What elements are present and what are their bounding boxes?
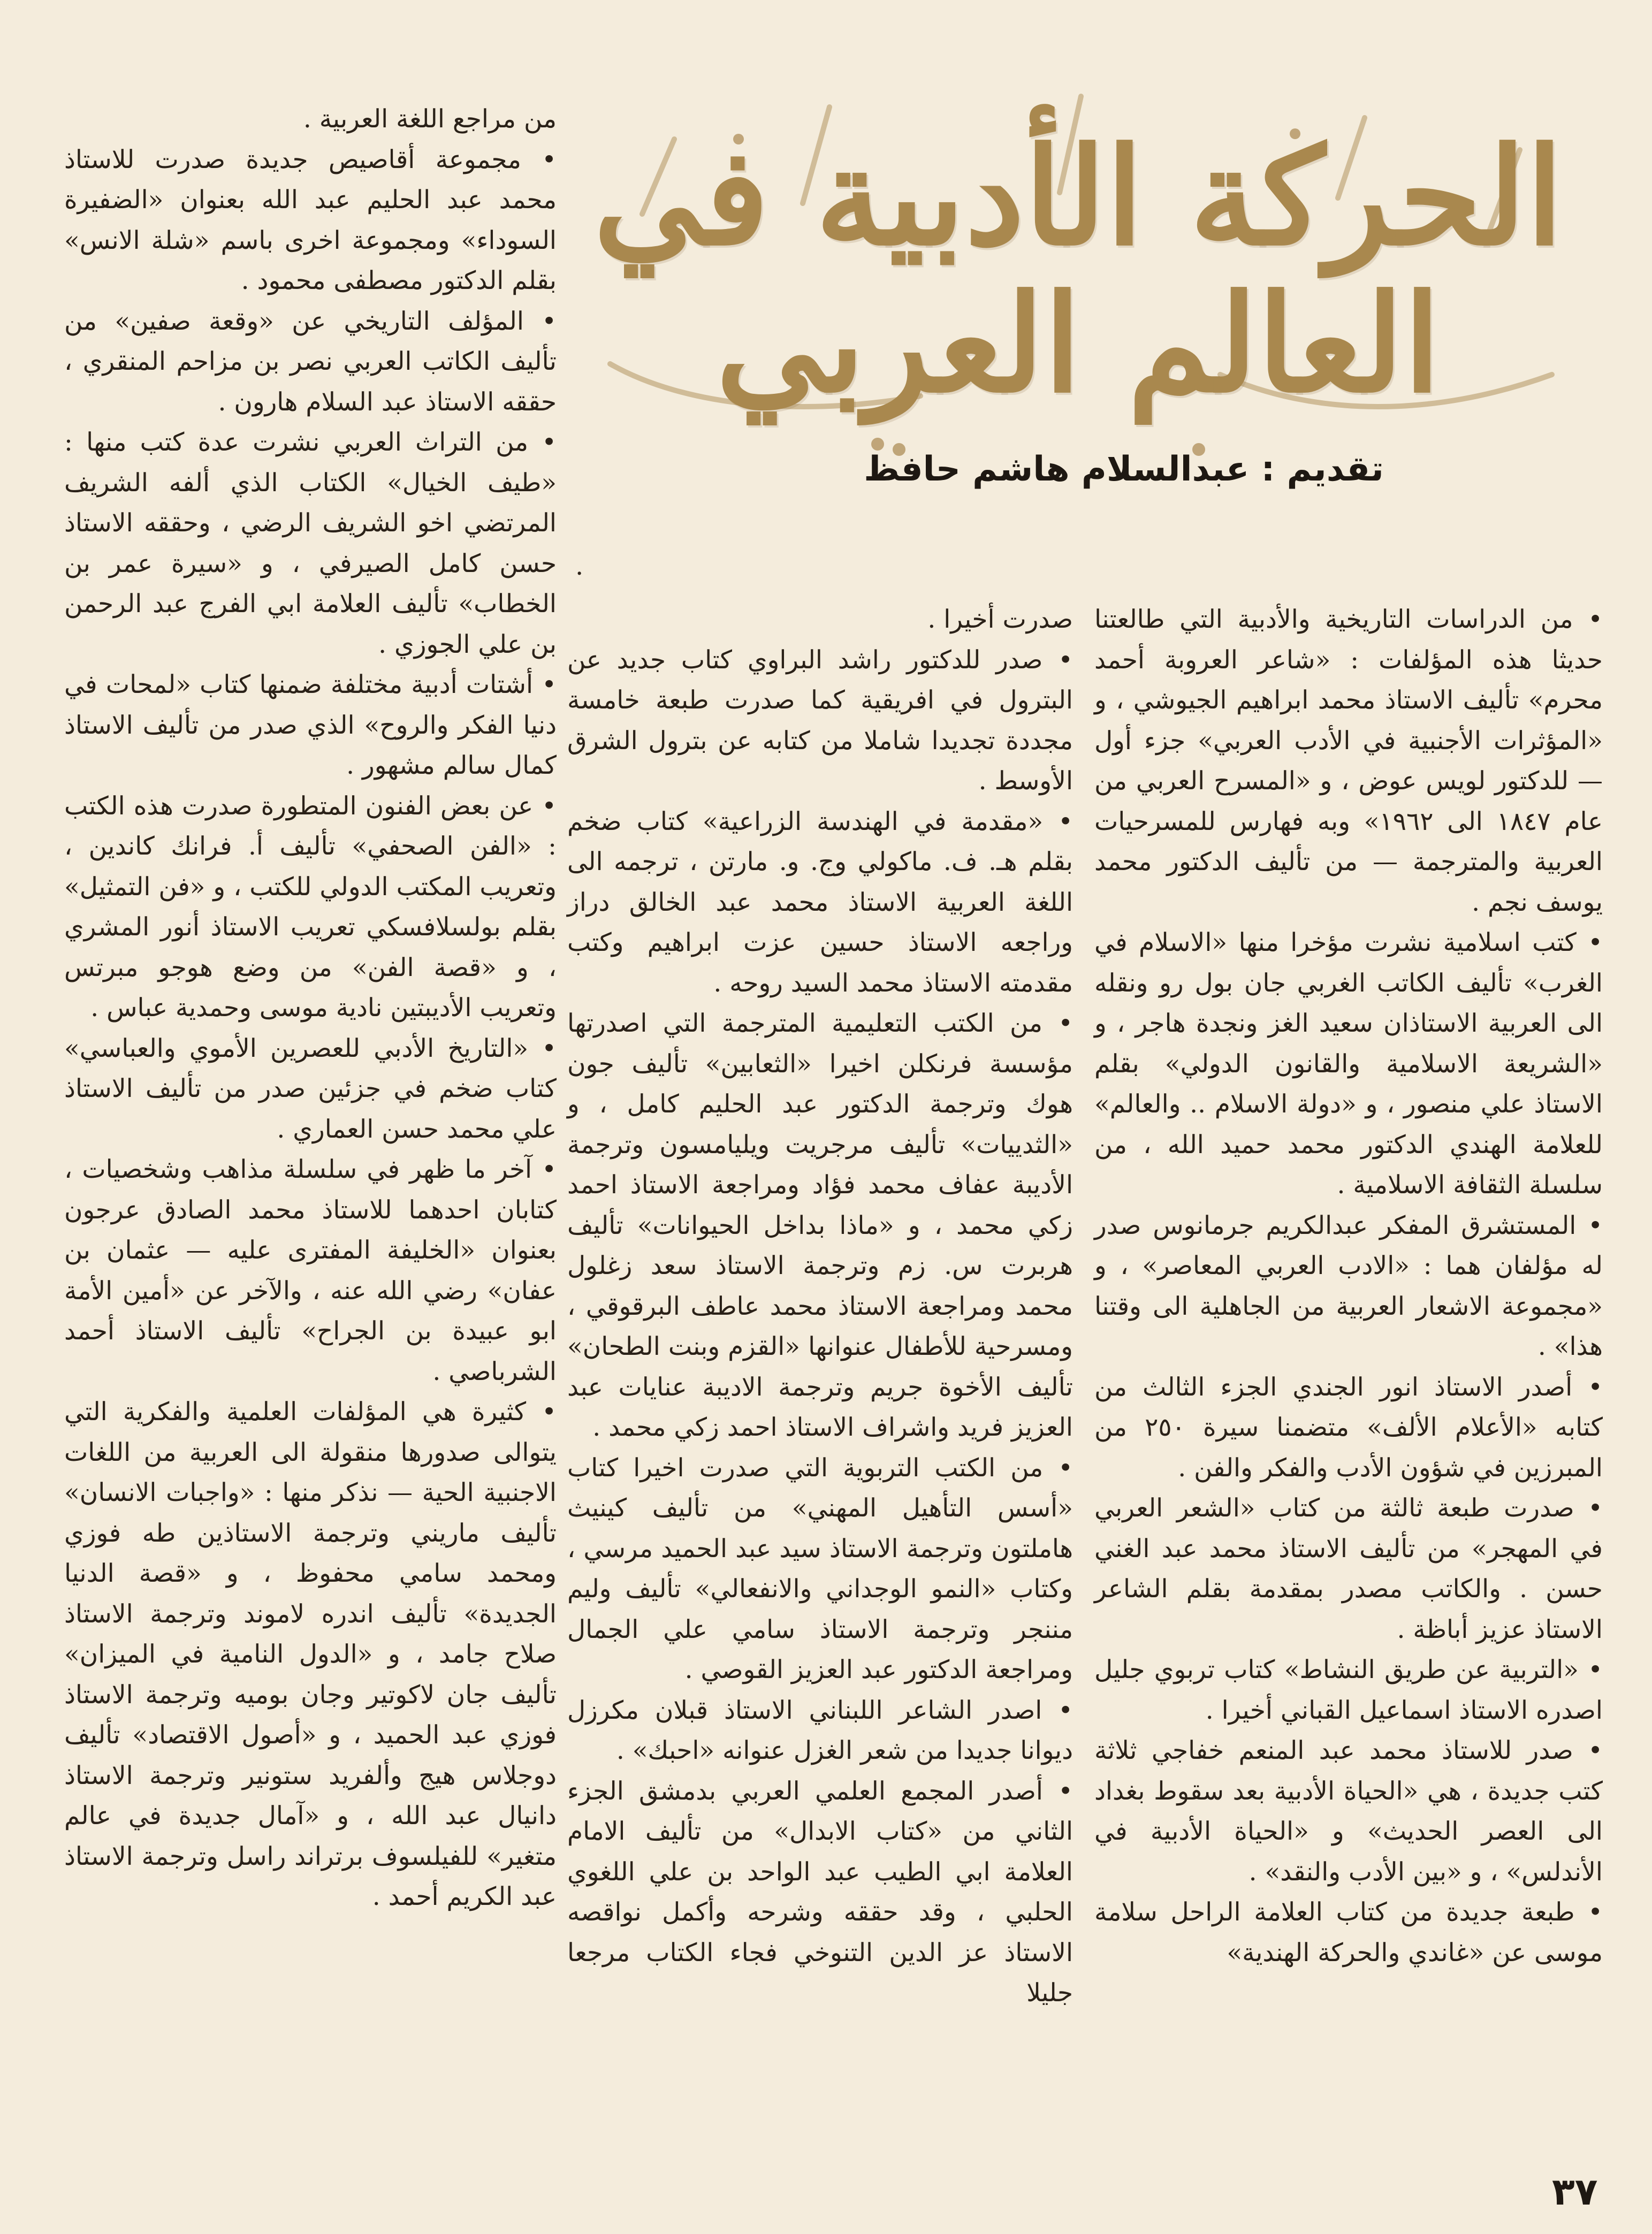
- paragraph: • مجموعة أقاصيص جديدة صدرت للاستاذ محمد عبد الحليم عبد الله بعنوان «الضفيرة السوداء» ومجموعة اخرى باسم «شلة الانس» بقلم الدكتور مصطفى محمود .: [64, 144, 557, 295]
- paragraph: • من الكتب التعليمية المترجمة التي اصدرتها مؤسسة فرنكلن اخيرا «الثعابين» تأليف جون هوك وترجمة الدكتور عبد الحليم كامل ، و «الثدييات» تأليف مرجريت ويليامسون وترجمة الأديبة عفاف محمد فؤاد ومراجعة الاستاذ احمد زكي محمد ، و «ماذا بداخل الحيوانات» تأليف هربرت س. زم وترجمة الاستاذ سعد زغلول محمد ومراجعة الاستاذ محمد عاطف البرقوقي ، ومسرحية للأطفال عنوانها «القزم وبنت الطحان» تأليف الأخوة جريم وترجمة الاديبة عنايات عبد العزيز فريد واشراف الاستاذ احمد زكي محمد .: [567, 1009, 1073, 1442]
- paragraph: • من الكتب التربوية التي صدرت اخيرا كتاب «أسس التأهيل المهني» من تأليف كينيث هاملتون وترجمة الاستاذ سيد عبد الحميد مرسي ، وكتاب «النمو الوجداني والانفعالي» تأليف وليم مننجر وترجمة الاستاذ سامي علي الجمال ومراجعة الدكتور عبد العزيز القوصي .: [567, 1453, 1073, 1684]
- paragraph: • أصدر المجمع العلمي العربي بدمشق الجزء الثاني من «كتاب الابدال» من تأليف الامام العلامة ابي الطيب عبد الواحد بن علي اللغوي الحلبي ، وقد حققه وشرحه وأكمل نواقصه الاستاذ عز الدين التنوخي فجاء الكتاب مرجعا جليلا: [567, 1776, 1073, 2008]
- stray-dot: .: [575, 551, 584, 581]
- paragraph: • عن بعض الفنون المتطورة صدرت هذه الكتب : «الفن الصحفي» تأليف أ. فرانك كاندين ، وتعريب المكتب الدولي للكتب ، و «فن التمثيل» بقلم بولسلافسكي تعريب الاستاذ أنور المشري ، و «قصة الفن» من وضع هوجو مبرتس وتعريب الأديبتين نادية موسى وحمدية عباس .: [64, 791, 557, 1023]
- paragraph: • أشتات أدبية مختلفة ضمنها كتاب «لمحات في دنيا الفكر والروح» الذي صدر من تأليف الاستاذ كمال سالم مشهور .: [64, 670, 557, 780]
- paragraph: • اصدر الشاعر اللبناني الاستاذ قبلان مكرزل ديوانا جديدا من شعر الغزل عنوانه «احبك» .: [567, 1695, 1073, 1765]
- paragraph: • صدرت طبعة ثالثة من كتاب «الشعر العربي في المهجر» من تأليف الاستاذ محمد عبد الغني حسن . والكاتب مصدر بمقدمة بقلم الشاعر الاستاذ عزيز أباظة .: [1094, 1493, 1603, 1644]
- paragraph: • طبعة جديدة من كتاب العلامة الراحل سلامة موسى عن «غاندي والحركة الهندية»: [1094, 1897, 1603, 1968]
- page-title: الحركة الأدبية في العالم العربي: [593, 118, 1564, 422]
- paragraph: • كثيرة هي المؤلفات العلمية والفكرية التي يتوالى صدورها منقولة الى العربية من اللغات الاجنبية الحية — نذكر منها : «واجبات الانسان» تأليف ماريني وترجمة الاستاذين طه فوزي ومحمد سامي محفوظ ، و «قصة الدنيا الجديدة» تأليف اندره لاموند وترجمة الاستاذ صلاح جامد ، و «الدول النامية في الميزان» تأليف جان لاكوتير وجان بوميه وترجمة الاستاذ فوزي عبد الحميد ، و «أصول الاقتصاد» تأليف دوجلاس هيج وألفريد ستونير وترجمة الاستاذ دانيال عبد الله ، و «آمال جديدة في عالم متغير» للفيلسوف برتراند راسل وترجمة الاستاذ عبد الكريم أحمد .: [64, 1397, 557, 1911]
- column-middle: [567, 599, 1073, 2014]
- column-left: [64, 99, 557, 1917]
- paragraph: • صدر للاستاذ محمد عبد المنعم خفاجي ثلاثة كتب جديدة ، هي «الحياة الأدبية بعد سقوط بغداد الى العصر الحديث» و «الحياة الأدبية في الأندلس» ، و «بين الأدب والنقد» .: [1094, 1736, 1603, 1887]
- paragraph: • آخر ما ظهر في سلسلة مذاهب وشخصيات ، كتابان احدهما للاستاذ محمد الصادق عرجون بعنوان «الخليفة المفترى عليه — عثمان بن عفان» رضي الله عنه ، والآخر عن «أمين الأمة ابو عبيدة بن الجراح» تأليف الاستاذ أحمد الشرباصي .: [64, 1155, 557, 1386]
- paragraph: • المستشرق المفكر عبدالكريم جرمانوس صدر له مؤلفان هما : «الادب العربي المعاصر» ، و «مجموعة الاشعار العربية من الجاهلية الى وقتنا هذا» .: [1094, 1210, 1603, 1361]
- page-number: ٣٧: [1552, 2170, 1598, 2214]
- paragraph: • صدر للدكتور راشد البراوي كتاب جديد عن البترول في افريقية كما صدرت طبعة خامسة مجددة تجديدا شاملا من كتابه عن بترول الشرق الأوسط .: [567, 645, 1073, 796]
- paragraph: • «التربية عن طريق النشاط» كتاب تربوي جليل اصدره الاستاذ اسماعيل القباني أخيرا .: [1094, 1655, 1603, 1725]
- paragraph: • أصدر الاستاذ انور الجندي الجزء الثالث من كتابه «الأعلام الألف» متضمنا سيرة ٢٥٠ من المبرزين في شؤون الأدب والفكر والفن .: [1094, 1372, 1603, 1483]
- paragraph: • المؤلف التاريخي عن «وقعة صفين» من تأليف الكاتب العربي نصر بن مزاحم المنقري ، حققه الاستاذ عبد السلام هارون .: [64, 306, 557, 417]
- byline: تقديم : عبدالسلام هاشم حافظ: [864, 449, 1384, 489]
- paragraph: صدرت أخيرا .: [927, 605, 1073, 634]
- paragraph: • «التاريخ الأدبي للعصرين الأموي والعباسي» كتاب ضخم في جزئين صدر من تأليف الاستاذ علي محمد حسن العماري .: [64, 1033, 557, 1144]
- paragraph: • «مقدمة في الهندسة الزراعية» كتاب ضخم بقلم هـ. ف. ماكولي وج. و. مارتن ، ترجمه الى اللغة العربية الاستاذ محمد عبد الخالق دراز وراجعه الاستاذ حسين عزت ابراهيم وكتب مقدمته الاستاذ محمد السيد روحه .: [567, 806, 1073, 998]
- column-right: [1094, 599, 1603, 1973]
- paragraph: من مراجع اللغة العربية .: [303, 104, 557, 134]
- paragraph: • كتب اسلامية نشرت مؤخرا منها «الاسلام في الغرب» تأليف الكاتب الغربي جان بول رو ونقله الى العربية الاستاذان سعيد الغز ونجدة هاجر ، و «الشريعة الاسلامية والقانون الدولي» بقلم الاستاذ علي منصور ، و «دولة الاسلام .. والعالم» للعلامة الهندي الدكتور محمد حميد الله ، من سلسلة الثقافة الاسلامية .: [1094, 928, 1603, 1200]
- paragraph: • من الدراسات التاريخية والأدبية التي طالعتنا حديثا هذه المؤلفات : «شاعر العروبة أحمد محرم» تأليف الاستاذ محمد ابراهيم الجيوشي ، و «المؤثرات الأجنبية في الأدب العربي» جزء أول — للدكتور لويس عوض ، و «المسرح العربي من عام ١٨٤٧ الى ١٩٦٢» وبه فهارس للمسرحيات العربية والمترجمة — من تأليف الدكتور محمد يوسف نجم .: [1094, 605, 1603, 917]
- paragraph: • من التراث العربي نشرت عدة كتب منها : «طيف الخيال» الكتاب الذي ألفه الشريف المرتضي اخو الشريف الرضي ، وحققه الاستاذ حسن كامل الصيرفي ، و «سيرة عمر بن الخطاب» تأليف العلامة ابي الفرج عبد الرحمن بن علي الجوزي .: [64, 428, 557, 659]
